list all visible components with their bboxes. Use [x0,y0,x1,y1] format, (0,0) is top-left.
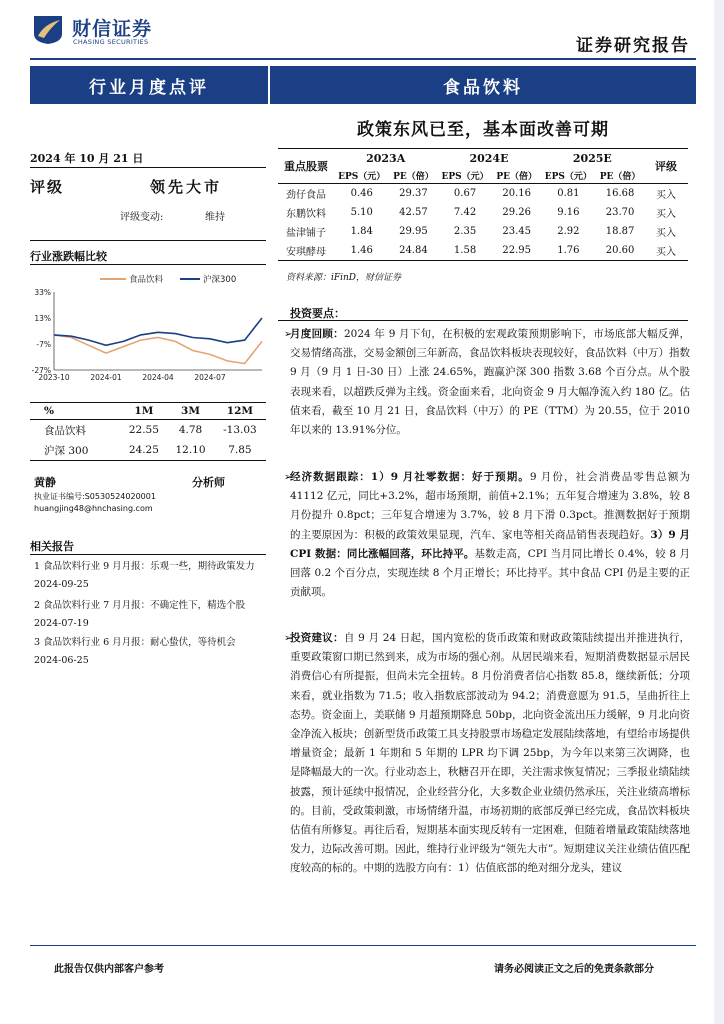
footer-rule [30,945,696,946]
divider [30,167,266,168]
footer-disclaimer: 请务必阅读正文之后的免责条款部分 [494,964,654,975]
stock-value: 22.95 [493,241,541,261]
paragraph-lead: 3）9 月 CPI 数据：同比涨幅回落，环比持平。 [290,528,690,560]
logo-subtext: CHASING SECURITIES [73,38,149,46]
divider [30,240,266,241]
report-title: 政策东风已至，基本面改善可期 [357,120,609,140]
rating-change-label: 评级变动: [120,212,164,223]
related-report-item[interactable]: 2 食品饮料行业 7 月月报：不确定性下，精选个股 2024-07-19 [34,600,246,629]
perf-cell: 沪深 300 [30,440,121,461]
analyst-email[interactable]: huangjing48@hnchasing.com [34,504,153,513]
stocks-sub-eps: EPS（元） [334,167,389,184]
paragraph-lead: 投资建议： [290,632,344,644]
divider [30,554,266,555]
stock-value: 20.60 [596,241,644,261]
related-report-item[interactable]: 1 食品饮料行业 9 月月报：乐观一些，期待政策发力 2024-09-25 [34,561,255,590]
divider [278,320,688,321]
perf-header: % [30,403,121,420]
logo-text: 财信证券 [72,18,153,40]
stock-value: 1.46 [334,241,389,261]
x-tick-label: 2024-01 [90,373,122,382]
table-row [30,440,266,461]
y-tick-label: -7% [36,340,51,349]
perf-header: 3M [167,403,214,420]
stock-value: 0.67 [453,188,477,199]
stock-value: 1.84 [350,226,373,237]
table-row [278,222,688,241]
stock-name: 安琪酵母 [278,241,334,261]
paragraph-lead: 月度回顾： [290,328,344,340]
stock-value: 2.92 [557,226,580,237]
performance-header-row [30,403,266,420]
stock-value: 18.87 [605,226,635,237]
key-stocks-table [278,148,688,261]
y-tick-label: -27% [31,366,51,375]
comparison-chart [30,272,266,394]
stock-name: 盐津铺子 [286,228,326,239]
analyst-role: 分析师 [192,476,225,489]
perf-cell: 7.85 [214,440,266,461]
perf-cell: 4.78 [178,424,203,436]
paragraph-lead: 经济数据跟踪：1）9 月社零数据：好于预期。 [290,471,530,483]
stocks-year: 2023A [334,149,437,168]
bullet-arrow-icon: ➢ [284,329,293,340]
perf-cell: 食品饮料 [44,424,86,437]
stocks-sub-pe: PE（倍） [493,167,541,184]
key-points-heading: 投资要点： [290,307,345,320]
rating-change-value: 维持 [205,212,225,223]
stock-value: 1.58 [437,241,492,261]
bullet-arrow-icon: ➢ [284,472,293,483]
stock-name: 东鹏饮料 [286,209,326,220]
header-rule [30,58,696,60]
stock-value: 2.35 [453,226,477,237]
legend-label: 食品饮料 [129,275,164,285]
table-source: 资料来源：iFinD，财信证券 [286,273,402,283]
page-edge [714,0,724,1024]
stock-value: 20.16 [502,188,532,199]
stock-value: 29.95 [399,226,428,237]
perf-cell: 22.55 [128,424,159,436]
paragraph-text: 基数走高，CPI 当月同比增长 0.4%，较 8 月回落 0.2 个百分点，实现连续 8 个月正增长；环比持平。其中食品 CPI 仍是主要的正贡献项。 [290,547,690,599]
stock-rating: 买入 [644,241,688,261]
stock-value: 16.68 [605,188,635,199]
comparison-heading: 行业涨跌幅比较 [30,250,107,263]
x-tick-label: 2024-04 [142,373,174,382]
y-tick-label: 33% [34,288,51,297]
stock-name: 劲仔食品 [286,190,326,201]
paragraph-text: 2024 年 9 月下旬，在积极的宏观政策预期影响下，市场底部大幅反弹，交易情绪高涨，交易金额创三年新高，食品饮料板块表现较好，食品饮料（中万）指数 9 月（9 月 1 日-30 日）上涨 24.65%，跑赢沪深 300 指数 3.68 个百分点。从个股表现来看，以超跌反弹为主线。资金面来看，北向资金 9 月大幅净流入约 180 亿。估值来看，截至 10 月 21 日，食品饮料（中万）的 PE（TTM）为 20.55，位于 2010 年以来的 13.91%分位。 [290,328,691,437]
stock-value: 42.57 [399,207,428,218]
stocks-year: 2025E [541,149,644,168]
perf-cell: -13.03 [223,424,257,436]
stock-rating: 买入 [656,228,676,239]
stock-value: 24.84 [389,241,437,261]
y-tick-label: 13% [34,314,51,323]
report-date: 2024 年 10 月 21 日 [30,152,144,165]
stock-value: 9.16 [557,207,580,218]
x-tick-label: 2023-10 [38,373,70,382]
logo-icon [30,12,66,46]
banner-industry: 食品饮料 [270,66,696,104]
stock-value: 0.81 [557,188,580,199]
stock-value: 7.42 [453,207,477,218]
related-report-item[interactable]: 3 食品饮料行业 6 月月报：耐心蛰伏，等待机会 2024-06-25 [34,637,236,666]
table-row [278,184,688,204]
rating-value: 领先大市 [150,178,223,196]
divider [30,264,266,265]
analyst-certificate: 执业证书编号:S0530524020001 [34,492,156,501]
stocks-sub-pe: PE（倍） [389,167,437,184]
table-row [278,241,688,261]
related-reports-heading: 相关报告 [30,540,74,553]
perf-cell: 24.25 [121,440,168,461]
report-type: 证券研究报告 [576,36,690,56]
stock-value: 23.45 [502,226,532,237]
stock-value: 5.10 [350,207,373,218]
stocks-col-rating: 评级 [644,149,688,184]
stocks-header-row [278,149,688,168]
stocks-sub-eps: EPS（元） [541,167,596,184]
stocks-sub-pe: PE（倍） [596,167,644,184]
legend-label: 沪深300 [203,275,237,285]
paragraph-text: 9 月份，社会消费品零售总额为 41112 亿元，同比+3.2%，超市场预期，前值+2.1%；五年复合增速为 3.8%，较 8 月份提升 0.8pct；三年复合增速为 3.7%，较 8 月下滑 0.3pct。推测数据好于预期的主要原因为：积极的政策效果显现，汽车、家电等相关商品销售表现趋好。 [290,471,690,541]
stocks-subheader-row [278,167,688,184]
stocks-col-stock: 重点股票 [278,149,334,184]
chart-axes [54,292,262,370]
table-row [278,203,688,222]
x-tick-label: 2024-07 [194,373,226,382]
analyst-name: 黄静 [34,476,56,489]
stock-value: 23.70 [605,207,635,218]
paragraph-economic-data [290,468,690,602]
series-line-csi300 [54,318,262,345]
stock-rating: 买入 [656,190,676,201]
performance-table [30,402,266,461]
stock-value: 0.46 [350,188,373,199]
rating-label: 评级 [30,178,65,196]
footer-note: 此报告仅供内部客户参考 [54,964,164,975]
paragraph-text: 自 9 月 24 日起，国内宽松的货币政策和财政政策陆续提出并推进执行，重要政策窗口期已然到来，成为市场的强心剂。从居民端来看，短期消费数据显示居民消费信心有所提振，但尚未完全扭转。8 月份消费者信心指数 85.8，继续新低；分项来看，就业指数为 71.5；收入指数底部波动为 94.2；消费意愿为 91.5，呈曲折往上态势。资金面上，美联储 9 月超预期降息 50bp，北向资金流出压力缓解，9 月北向资金净流入板块；创新型货币政策工具支持股票市场稳定发展陆续落地，有望给市场提供增量资金；最新 1 年期和 5 年期的 LPR 均下调 25bp，为今年以来第三次调降，也是降幅最大的一次。行业动态上，秋糖召开在即，关注需求恢复情况；三季报业绩陆续披露，预计延续中报情况，企业经营分化，大多数企业业绩仍然承压，关注业绩高增标的。目前，受政策刺激，市场情绪升温，市场初期的底部反弹已经完成，食品饮料板块估值有所修复。再往后看，短期基本面实现反转有一定困难，但随着增量政策陆续落地发力，边际改善可期。因此，维持行业评级为“领先大市”。短期建议关注业绩估值匹配度较高的标的。中期的选股方向有：1）估值底部的绝对细分龙头，建议 [290,632,690,875]
perf-cell: 12.10 [167,440,214,461]
stocks-year: 2024E [437,149,540,168]
perf-header: 12M [214,403,266,420]
paragraph-investment-advice [290,629,690,937]
stock-value: 29.26 [502,207,532,218]
paragraph-monthly-review [290,325,690,440]
stock-value: 29.37 [399,188,428,199]
perf-header: 1M [121,403,168,420]
stock-value: 1.76 [541,241,596,261]
bullet-arrow-icon: ➢ [284,633,293,644]
table-row [30,420,266,441]
stock-rating: 买入 [656,209,676,220]
banner-report-category: 行业月度点评 [30,66,268,104]
stocks-sub-eps: EPS（元） [437,167,492,184]
